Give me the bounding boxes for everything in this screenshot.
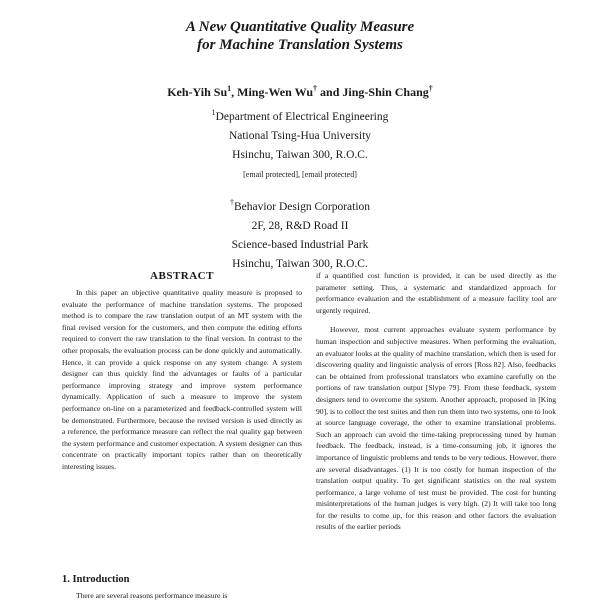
- affiliation-2: [0, 193, 600, 274]
- affiliation-address: Hsinchu, Taiwan 300, R.O.C.: [232, 257, 368, 270]
- affiliation-mark: 1: [227, 84, 232, 93]
- affiliation-address: Hsinchu, Taiwan 300, R.O.C.: [232, 148, 368, 161]
- paper-title-line1: A New Quantitative Quality Measure: [185, 19, 415, 35]
- affiliation-mark: †: [428, 84, 433, 93]
- author-emails: [email protected], [email protected]: [243, 169, 357, 179]
- affiliation-mark: †: [313, 84, 318, 93]
- paper-title-line2: for Machine Translation Systems: [197, 37, 403, 53]
- affiliation-mark: 1: [211, 108, 216, 117]
- affiliation-park: Science-based Industrial Park: [231, 238, 369, 251]
- affiliation-company: Behavior Design Corporation: [233, 200, 371, 213]
- author-separator: ,: [231, 85, 235, 99]
- intro-heading: 1. Introduction: [62, 574, 130, 585]
- abstract-column: [62, 287, 302, 481]
- affiliation-mark: †: [229, 198, 234, 207]
- abstract-heading: ABSTRACT: [150, 270, 214, 282]
- affiliation-dept: Department of Electrical Engineering: [215, 110, 389, 123]
- author-separator: and: [320, 85, 340, 99]
- author-list: [0, 84, 600, 100]
- author-name: Ming-Wen Wu: [237, 85, 314, 99]
- intro-paragraph: There are several reasons performance measure is: [76, 591, 228, 600]
- author-name: Jing-Shin Chang: [342, 85, 429, 99]
- author-name: Keh-Yih Su: [167, 85, 228, 99]
- abstract-body: In this paper an objective quantitative quality measure is proposed to evaluate the performance of machine translation systems. The proposed method is to compare the raw translation output of an MT system with the final revised version for the customers, and then compute the editing efforts required to convert the raw translation to the final version. In contrast to the other proposals, the evaluation process can be done quickly and automatically. Hence, it can provide a quick response on any system change. A system designer can thus quickly find the advantages or faults of a particular performance improving strategy and improve system performance dynamically. Application of such a measure to improve the system performance on-line on a parameterized and feedback-controlled system will be demonstrated. Furthermore, because the revised version is used directly as a reference, the performance measure can reflect the real quality gap between the system performance and customer expectation. A system designer can thus concentrate on practically important topics rather than on theoretically interesting issues.: [62, 288, 302, 471]
- affiliation-1: [0, 103, 600, 184]
- affiliation-university: National Tsing-Hua University: [228, 129, 372, 142]
- right-paragraph-1: if a quantified cost function is provided, it can be used directly as the parameter setting. Thus, a systematic and standardized approach for performance evaluation and the establishment of a measure facility tool are urgently required.: [316, 271, 556, 315]
- right-paragraph-2: However, most current approaches evaluate system performance by human inspection and subjective measures. When performing the evaluation, an evaluator looks at the quality of machine translation, which then is used for discovering quality and linguistic analysis of errors [Ross 82]. Also, feedbacks can be obtained from professional translators who examine carefully on the portions of raw translation output [Slype 79]. From these feedback, system designers tend to overcome the system. Another approach, proposed in [King 90], is to collect the test suites and then run them into two systems, one to look at source language coverage, the other to examine translational problems. Such an approach can avoid the time-taking preprocessing tuned by human feedback. The feedback, instead, is a time-consuming job, it ignores the importance of linguistic problems and tends to be very tedious. However, there are several disadvantages. (1) It is too costly for human inspection of the translation output quality. To get significant statistics on the real system performance, a large volume of test must be provided. The cost for hunting misinterpretations of the human judges is very high. (2) It will take too long for the results to come up, for this reason and other factors the evaluation results of the earlier periods: [316, 325, 556, 532]
- affiliation-street: 2F, 28, R&D Road II: [251, 219, 349, 232]
- right-column: [316, 270, 556, 541]
